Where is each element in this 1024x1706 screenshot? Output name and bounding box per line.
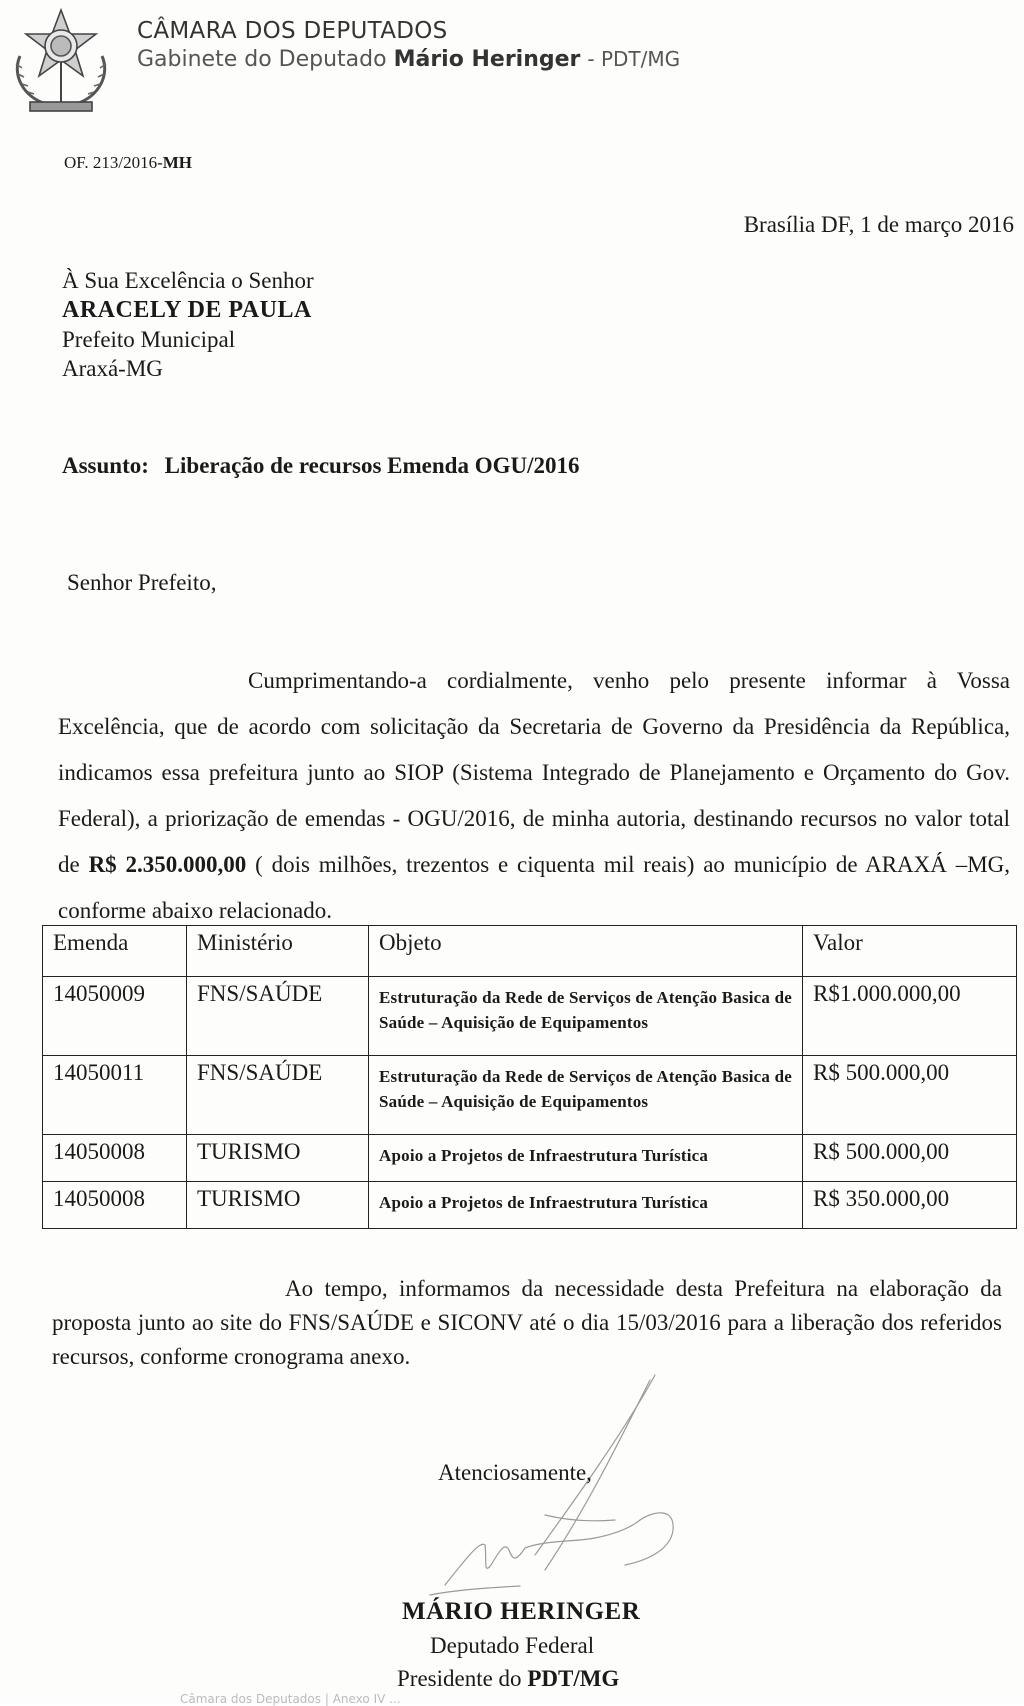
recipient-title: Prefeito Municipal [62,327,236,352]
amendments-table-wrapper [42,925,1016,1229]
deputy-name: Mário Heringer [393,47,581,72]
cell-emenda: 14050009 [43,977,187,1056]
table-row [43,1182,1017,1229]
subject-line [62,453,580,479]
cell-objeto: Apoio a Projetos de Infraestrutura Turística [369,1182,803,1229]
reference-number [64,153,192,173]
cell-emenda: 14050011 [43,1056,187,1135]
reference-suffix: MH [162,153,193,172]
cell-valor: R$ 500.000,00 [803,1135,1017,1182]
amendments-table [42,925,1017,1229]
paragraph1-text-before: Cumprimentando-a cordialmente, venho pelo presente informar à Vossa Excelência, que de acordo com solicitação da Secretaria de Governo da Presidência da República, indicamos essa prefeitura junto ao SIOP (Sistema Integrado de Planejamento e Orçamento do Gov. Federal), a priorização de emendas - OGU/2016, de minha autoria, destinando recursos no valor total de [58,668,1010,877]
body-paragraph-2 [52,1272,1002,1374]
body-paragraph-1 [58,658,1010,934]
recipient-name: ARACELY DE PAULA [62,297,312,323]
reference-number-text: OF. 213/2016- [64,153,163,172]
table-row [43,1135,1017,1182]
column-header-ministerio: Ministério [187,926,369,977]
signer-role: Deputado Federal [430,1633,595,1658]
subject-label: Assunto: [62,453,149,478]
cell-valor: R$1.000.000,00 [803,977,1017,1056]
date-line: Brasília DF, 1 de março 2016 [743,212,1014,237]
signer-presidency-prefix: Presidente do [397,1666,522,1691]
signer-presidency [397,1666,619,1692]
institution-name: CÂMARA DOS DEPUTADOS [137,18,448,44]
office-line [137,47,680,72]
table-row [43,1056,1017,1135]
coat-of-arms-icon [6,4,116,116]
cell-emenda: 14050008 [43,1182,187,1229]
cell-valor: R$ 350.000,00 [803,1182,1017,1229]
table-row [43,977,1017,1056]
signer-name: MÁRIO HERINGER [402,1598,641,1625]
column-header-objeto: Objeto [369,926,803,977]
cell-ministerio: TURISMO [187,1182,369,1229]
salutation: Senhor Prefeito, [67,570,217,595]
subject-text: Liberação de recursos Emenda OGU/2016 [164,453,580,478]
cell-objeto: Apoio a Projetos de Infraestrutura Turística [369,1135,803,1182]
footer-address: Câmara dos Deputados | Anexo IV ... [180,1692,401,1706]
cell-objeto: Estruturação da Rede de Serviços de Atenção Basica de Saúde – Aquisição de Equipamentos [369,977,803,1056]
cell-objeto: Estruturação da Rede de Serviços de Atenção Basica de Saúde – Aquisição de Equipamentos [369,1056,803,1135]
closing-text: Atenciosamente, [438,1460,592,1485]
cell-ministerio: FNS/SAÚDE [187,977,369,1056]
total-amount: R$ 2.350.000,00 [88,852,247,877]
cell-ministerio: TURISMO [187,1135,369,1182]
table-header-row [43,926,1017,977]
cell-emenda: 14050008 [43,1135,187,1182]
paragraph2-text: Ao tempo, informamos da necessidade desta Prefeitura na elaboração da proposta junto ao site do FNS/SAÚDE e SICONV até o dia 15/03/2016 para a liberação dos referidos recursos, conforme cronograma anexo. [52,1276,1002,1369]
recipient-greeting: À Sua Excelência o Senhor [62,268,314,293]
signer-presidency-party: PDT/MG [527,1666,620,1691]
paragraph1-text-after: ( dois milhões, trezentos e ciquenta mil reais) ao município de ARAXÁ –MG, conforme abaixo relacionado. [58,852,1011,923]
recipient-city: Araxá-MG [62,356,163,381]
party-label: - PDT/MG [587,47,681,71]
column-header-emenda: Emenda [43,926,187,977]
cell-ministerio: FNS/SAÚDE [187,1056,369,1135]
cell-valor: R$ 500.000,00 [803,1056,1017,1135]
column-header-valor: Valor [803,926,1017,977]
office-prefix: Gabinete do Deputado [137,47,387,72]
